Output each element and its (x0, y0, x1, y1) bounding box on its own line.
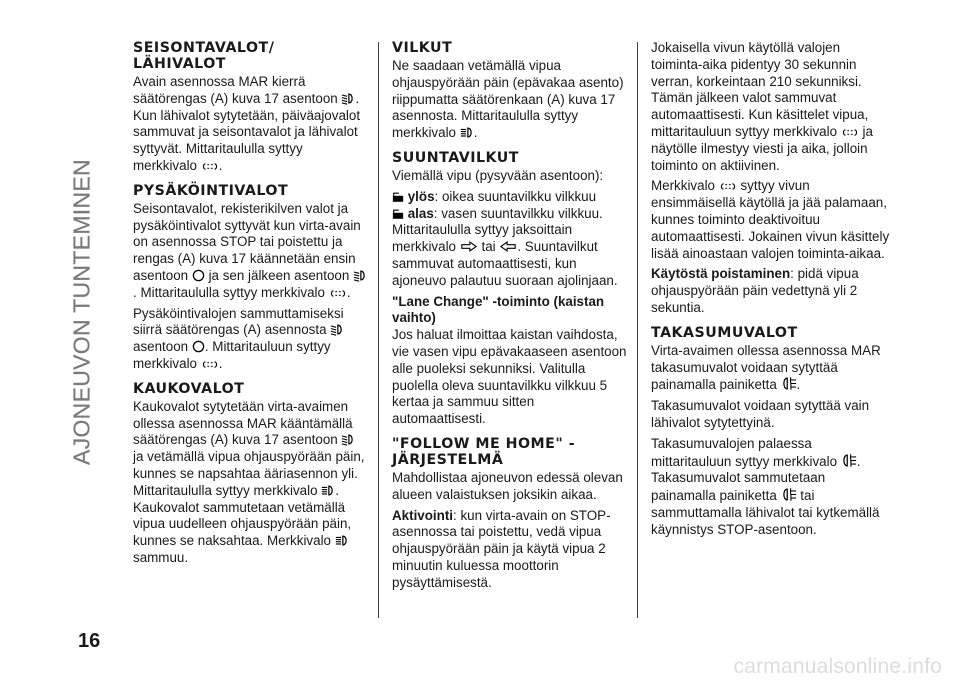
heading-pysakointivalot: PYSÄKÖINTIVALOT (133, 182, 289, 199)
paragraph: Jokaisella vivun käytöllä valojen toiminta-aika pidentyy 30 sekunnin verran, korkeintaan 210 sekunniksi. Tämän jälkeen valot sammuvat automaattisesti. Kun käsittelet vipua, mittaritauluun syttyy merkkivalo ja näytölle ilmestyy viesti ja aika, jolloin toiminto on aktiivinen. (651, 40, 873, 173)
low-beam-icon (353, 269, 367, 282)
chapter-side-title: AJONEUVON TUNTEMINEN (68, 159, 95, 465)
left-turn-arrow-icon (499, 240, 517, 253)
paragraph: Seisontavalot, rekisterikilven valot ja pysäköintivalot syttyvät kun virta-avain on asennossa STOP tai poistettu ja rengas (A) kuva 17 käännetään ensin asentoon ja sen jälkeen asentoon . Mittaritaululla syttyy merkkivalo . (133, 201, 368, 302)
column-1 (133, 40, 368, 571)
list-item: ylös: oikea suuntavilkku vilkkuu (392, 189, 627, 206)
heading-kaukovalot: KAUKOVALOT (133, 380, 245, 397)
heading-vilkut: VILKUT (392, 40, 453, 56)
paragraph: Mittaritaululla syttyy jaksoittain merkkivalo tai . Suuntavilkut sammuvat automaattisesti, kun ajoneuvo palautuu suoraan ajolinjaan. (392, 222, 618, 288)
paragraph: Takasumuvalojen palaessa mittaritauluun syttyy merkkivalo . Takasumuvalot sammutetaan painamalla painiketta tai sammuttamalla lähivalot tai kytkemällä käynnistys STOP-asentoon. (651, 435, 880, 537)
paragraph: Mahdollistaa ajoneuvon edessä olevan alueen valaistuksen joksikin aikaa. (392, 469, 623, 502)
circle-icon (192, 269, 205, 282)
low-beam-icon (341, 92, 355, 105)
rear-fog-light-icon (781, 487, 797, 502)
position-lights-icon (329, 288, 347, 299)
paragraph: Kaukovalot sytytetään virta-avaimen ollessa asennossa MAR kääntämällä säätörengas (A) kuva 17 asentoon ja vetämällä vipua ohjauspyörään päin, kunnes se napsahtaa ääriasennon yli. Mittaritaululla syttyy merkkivalo . Kaukovalot sammutetaan vetämällä vipua uudelleen ohjauspyörään päin, kunnes se naksahtaa. Merkkivalo sammuu. (133, 398, 365, 565)
paragraph: Merkkivalo syttyy vivun ensimmäisellä käytöllä ja jää palamaan, kunnes toiminto deaktivoituu automaattisesti. Jokainen vivun käsittely lisää ainoastaan valojen toiminta-aikaa. (651, 178, 890, 261)
paragraph: Aktivointi: kun virta-avain on STOP-asennossa tai poistettu, vedä vipua ohjauspyörään päin ja käytä vipua 2 minuutin kuluessa moottorin pysäyttämisestä. (392, 507, 611, 590)
high-beam-icon (335, 534, 349, 547)
column-3 (651, 40, 891, 543)
heading-suuntavilkut: SUUNTAVILKUT (392, 149, 519, 166)
paragraph: Takasumuvalot voidaan sytyttää vain lähivalot sytytettyinä. (651, 398, 870, 430)
heading-lane-change: "Lane Change" -toiminto (kaistan vaihto) (392, 293, 605, 326)
low-beam-icon (330, 323, 344, 336)
lever-up-icon (392, 192, 404, 203)
high-beam-icon (460, 126, 474, 139)
paragraph: Ne saadaan vetämällä vipua ohjauspyörään päin (epävakaa asento) riippumatta säätörenkaan (A) kuva 17 asennosta. Mittaritaululla syttyy merkkivalo . (392, 58, 624, 141)
position-lights-icon (841, 127, 859, 138)
circle-icon (192, 340, 205, 353)
paragraph: Virta-avaimen ollessa asennossa MAR takasumuvalot voidaan sytyttää painamalla painiketta . (651, 342, 881, 393)
paragraph: Käytöstä poistaminen: pidä vipua ohjauspyörään päin vedettynä yli 2 sekuntia. (651, 266, 859, 315)
heading-follow-me-home: "FOLLOW ME HOME" - JÄRJESTELMÄ (392, 435, 576, 468)
list-item: alas: vasen suuntavilkku vilkkuu. (392, 206, 627, 223)
position-lights-icon (201, 161, 219, 172)
rear-fog-light-icon (781, 376, 797, 391)
paragraph: Viemällä vipu (pysyvään asentoon): (392, 167, 604, 183)
page-number: 16 (78, 630, 101, 652)
column-divider (637, 42, 638, 618)
right-turn-arrow-icon (460, 240, 478, 253)
paragraph: Pysäköintivalojen sammuttamiseksi siirrä säätörengas (A) asennosta asentoon . Mittaritauluun syttyy merkkivalo . (133, 305, 344, 371)
watermark: carmanualsonline.info (733, 655, 942, 678)
paragraph: Avain asennossa MAR kierrä säätörengas (A) kuva 17 asentoon . Kun lähivalot sytytetään, päiväajovalot sammuvat ja seisontavalot ja lähivalot syttyvät. Mittaritaululla syttyy merkkivalo . (133, 74, 361, 173)
column-2 (392, 40, 627, 596)
heading-takasumuvalot: TAKASUMUVALOT (651, 324, 798, 341)
rear-fog-light-icon (841, 453, 857, 468)
column-divider (378, 42, 379, 618)
heading-seisontavalot: SEISONTAVALOT/ LÄHIVALOT (133, 40, 275, 72)
low-beam-icon (341, 433, 355, 446)
paragraph: Jos haluat ilmoittaa kaistan vaihdosta, vie vasen vipu epävakaaseen asentoon alle puoleksi sekunniksi. Valitulla puolella oleva suuntavilkku vilkkuu 5 kertaa ja sammuu sitten automaattisesti. (392, 327, 627, 427)
high-beam-icon (321, 484, 335, 497)
position-lights-icon (201, 359, 219, 370)
position-lights-icon (719, 181, 737, 192)
lever-down-icon (392, 209, 404, 220)
